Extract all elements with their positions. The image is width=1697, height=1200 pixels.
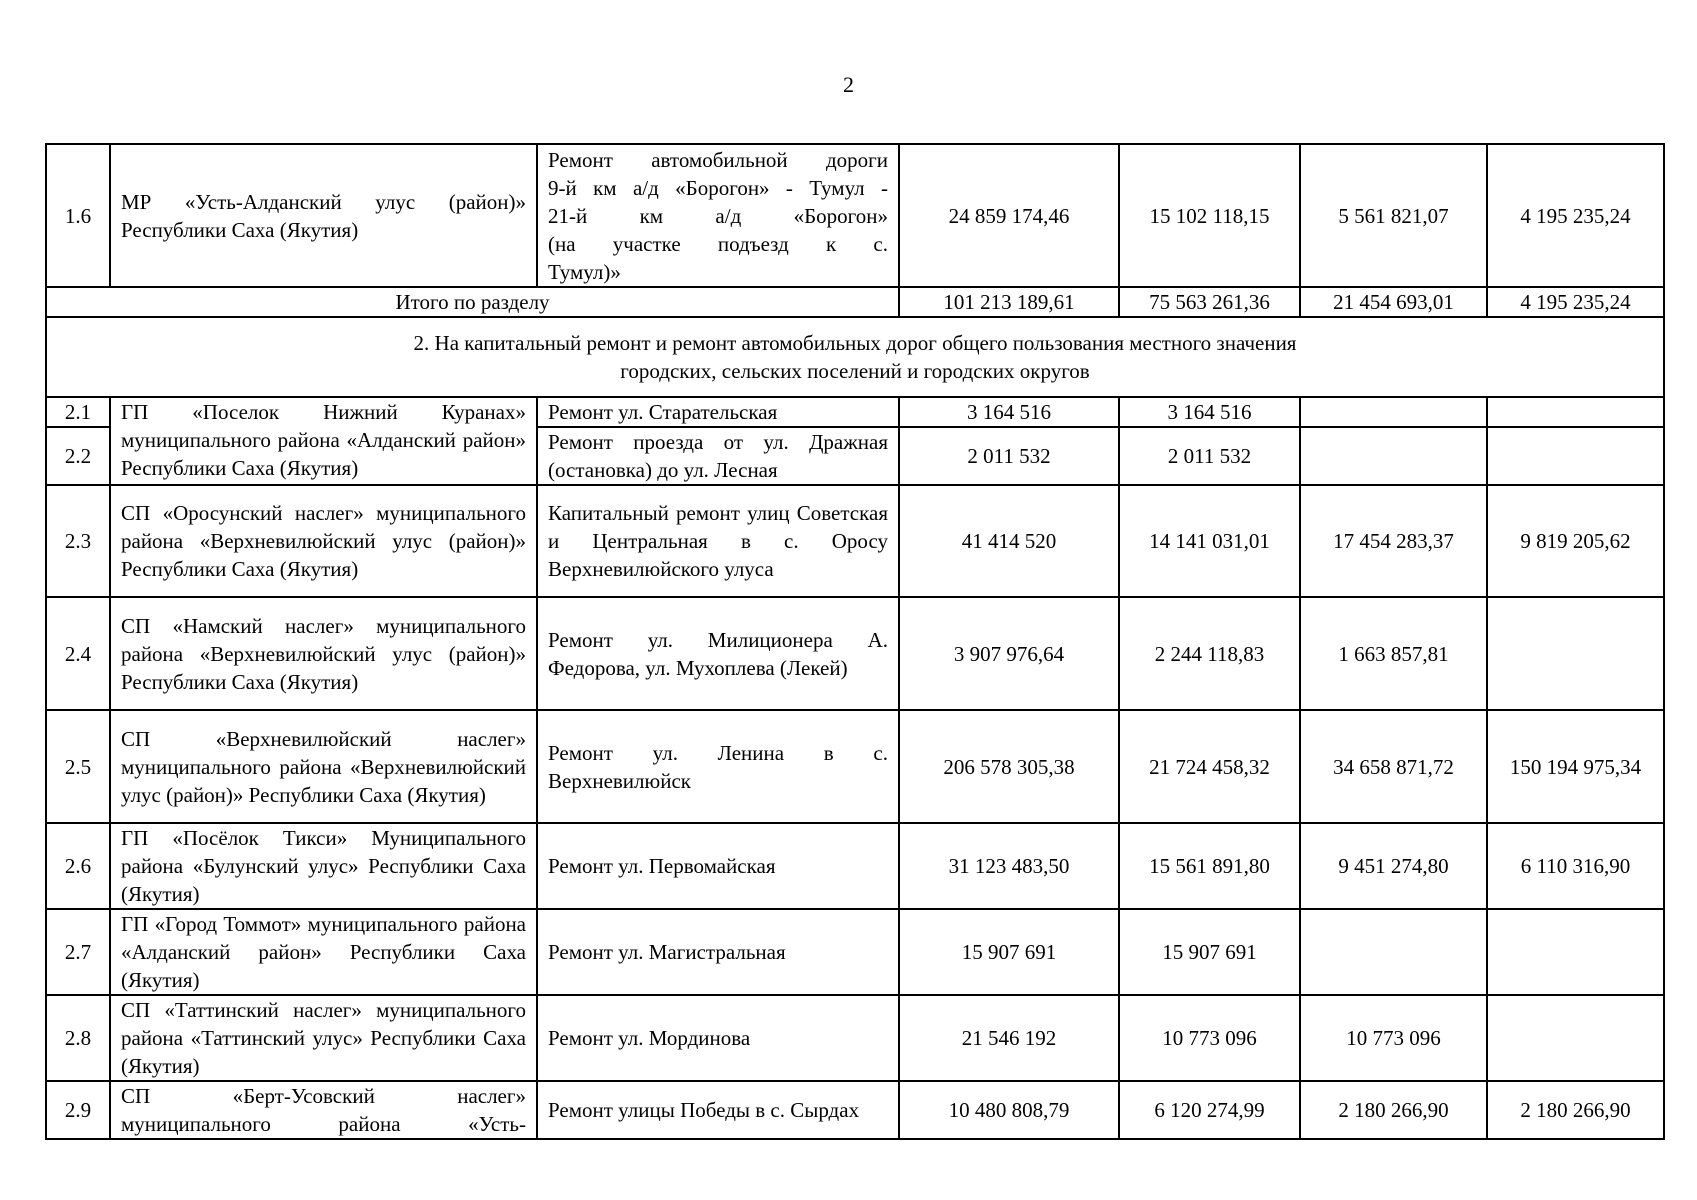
work-cell: Ремонт ул. Мординова: [537, 995, 899, 1081]
amount-total: 3 907 976,64: [899, 597, 1119, 710]
work-cell: Ремонт проезда от ул. Дражная (остановка) до ул. Лесная: [537, 427, 899, 485]
subtotal-label: Итого по разделу: [46, 287, 899, 317]
amount-total: 206 578 305,38: [899, 710, 1119, 823]
work-cell: Ремонт ул. Старательская: [537, 397, 899, 427]
row-number: 2.1: [46, 397, 110, 427]
section-heading-line: городских, сельских поселений и городских округов: [620, 359, 1090, 383]
subtotal-total: 101 213 189,61: [899, 287, 1119, 317]
amount-total: 31 123 483,50: [899, 823, 1119, 909]
organization-cell: СП «Оросунский наслег» муниципального района «Верхневилюйский улус (район)» Республики Саха (Якутия): [110, 485, 537, 597]
amount-col2: 6 120 274,99: [1119, 1081, 1300, 1139]
row-number: 2.9: [46, 1081, 110, 1139]
table-row: [46, 485, 1664, 597]
work-cell: Ремонт ул. Ленина в с. Верхневилюйск: [537, 710, 899, 823]
work-cell: Ремонт ул. Магистральная: [537, 909, 899, 995]
amount-col3: [1300, 427, 1487, 485]
amount-total: 21 546 192: [899, 995, 1119, 1081]
amount-col3: 17 454 283,37: [1300, 485, 1487, 597]
amount-col4: 150 194 975,34: [1487, 710, 1664, 823]
organization-cell: СП «Верхневилюйский наслег» муниципального района «Верхневилюйский улус (район)» Республики Саха (Якутия): [110, 710, 537, 823]
amount-col3: 2 180 266,90: [1300, 1081, 1487, 1139]
amount-col3: 34 658 871,72: [1300, 710, 1487, 823]
organization-cell: СП «Берт-Усовский наслег» муниципального района «Усть-: [110, 1081, 537, 1139]
amount-col4: [1487, 397, 1664, 427]
amount-col4: [1487, 995, 1664, 1081]
funding-table: [45, 143, 1665, 1140]
organization-cell: СП «Намский наслег» муниципального района «Верхневилюйский улус (район)» Республики Саха (Якутия): [110, 597, 537, 710]
page-number: 2: [843, 72, 854, 97]
organization-cell: ГП «Город Томмот» муниципального района «Алданский район» Республики Саха (Якутия): [110, 909, 537, 995]
subtotal-col3: 21 454 693,01: [1300, 287, 1487, 317]
amount-total: 15 907 691: [899, 909, 1119, 995]
amount-total: 2 011 532: [899, 427, 1119, 485]
organization-text: ГП «Поселок Нижний Куранах» муниципального района «Алданский район» Республики Саха (Якутия): [121, 400, 526, 480]
work-line: Ремонт автомобильной дороги: [548, 147, 888, 172]
organization-cell: СП «Таттинский наслег» муниципального района «Таттинский улус» Республики Саха (Якутия): [110, 995, 537, 1081]
work-cell: Ремонт ул. Первомайская: [537, 823, 899, 909]
amount-col3: 5 561 821,07: [1300, 144, 1487, 287]
amount-col4: 9 819 205,62: [1487, 485, 1664, 597]
work-line: (на участке подъезд к с.: [548, 231, 888, 256]
amount-col2: 15 561 891,80: [1119, 823, 1300, 909]
row-number: 2.4: [46, 597, 110, 710]
row-number: 2.5: [46, 710, 110, 823]
amount-col4: 4 195 235,24: [1487, 144, 1664, 287]
row-number: 2.6: [46, 823, 110, 909]
row-number: 2.3: [46, 485, 110, 597]
amount-col4: [1487, 597, 1664, 710]
work-line: Тумул)»: [548, 259, 621, 284]
table-row: [46, 823, 1664, 909]
amount-col3: 9 451 274,80: [1300, 823, 1487, 909]
table-row: [46, 909, 1664, 995]
amount-col2: 3 164 516: [1119, 397, 1300, 427]
amount-total: 3 164 516: [899, 397, 1119, 427]
table-row: [46, 397, 1664, 427]
amount-total: 24 859 174,46: [899, 144, 1119, 287]
amount-total: 10 480 808,79: [899, 1081, 1119, 1139]
organization-cell: [110, 144, 537, 287]
organization-text: МР «Усть-Алданский улус (район)» Республики Саха (Якутия): [121, 189, 526, 242]
section-heading-row: [46, 317, 1664, 397]
organization-cell: ГП «Посёлок Тикси» Муниципального района «Булунский улус» Республики Саха (Якутия): [110, 823, 537, 909]
amount-col2: 14 141 031,01: [1119, 485, 1300, 597]
amount-col3: [1300, 397, 1487, 427]
subtotal-col4: 4 195 235,24: [1487, 287, 1664, 317]
row-number: 2.8: [46, 995, 110, 1081]
work-cell: Ремонт ул. Милиционера А. Федорова, ул. Мухоплева (Лекей): [537, 597, 899, 710]
amount-total: 41 414 520: [899, 485, 1119, 597]
table-row: [46, 995, 1664, 1081]
row-number: 1.6: [46, 144, 110, 287]
amount-col2: 10 773 096: [1119, 995, 1300, 1081]
section-heading: [46, 317, 1664, 397]
work-line: 21-й км а/д «Борогон»: [548, 203, 888, 228]
amount-col3: 10 773 096: [1300, 995, 1487, 1081]
amount-col4: [1487, 909, 1664, 995]
amount-col2: 15 907 691: [1119, 909, 1300, 995]
amount-col4: 6 110 316,90: [1487, 823, 1664, 909]
subtotal-row: [46, 287, 1664, 317]
section-heading-line: 2. На капитальный ремонт и ремонт автомобильных дорог общего пользования местного значения: [413, 331, 1297, 355]
organization-cell: [110, 397, 537, 485]
work-cell: [537, 144, 899, 287]
work-line: 9-й км а/д «Борогон» - Тумул -: [548, 175, 888, 200]
amount-col2: 2 244 118,83: [1119, 597, 1300, 710]
work-cell: Ремонт улицы Победы в с. Сырдах: [537, 1081, 899, 1139]
table-row: [46, 144, 1664, 287]
table-row: [46, 597, 1664, 710]
amount-col4: 2 180 266,90: [1487, 1081, 1664, 1139]
row-number: 2.7: [46, 909, 110, 995]
work-cell: Капитальный ремонт улиц Советская и Центральная в с. Оросу Верхневилюйского улуса: [537, 485, 899, 597]
amount-col4: [1487, 427, 1664, 485]
table-row: [46, 710, 1664, 823]
row-number: 2.2: [46, 427, 110, 485]
table-row: [46, 1081, 1664, 1139]
subtotal-col2: 75 563 261,36: [1119, 287, 1300, 317]
amount-col2: 15 102 118,15: [1119, 144, 1300, 287]
amount-col2: 21 724 458,32: [1119, 710, 1300, 823]
amount-col3: 1 663 857,81: [1300, 597, 1487, 710]
amount-col3: [1300, 909, 1487, 995]
amount-col2: 2 011 532: [1119, 427, 1300, 485]
